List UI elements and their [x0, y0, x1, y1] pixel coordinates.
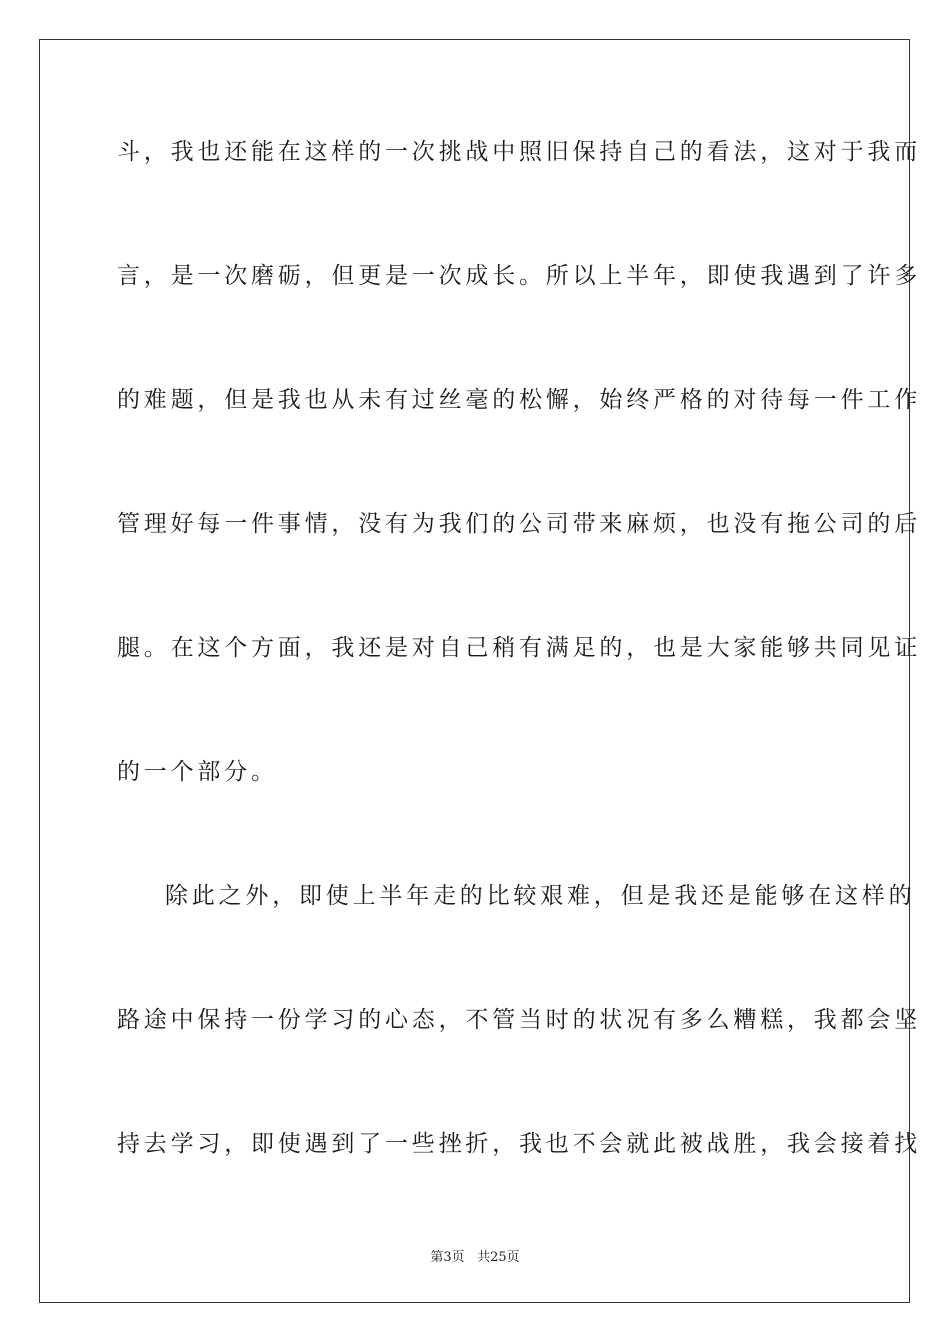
- body-line-2: 言，是一次磨砺，但更是一次成长。所以上半年，即使我遇到了许多: [117, 263, 921, 289]
- body-line-8: 路途中保持一份学习的心态，不管当时的状况有多么糟糕，我都会坚: [117, 1007, 921, 1033]
- body-line-7: 除此之外，即使上半年走的比较艰难，但是我还是能够在这样的: [165, 883, 916, 909]
- body-line-4: 管理好每一件事情，没有为我们的公司带来麻烦，也没有拖公司的后: [117, 511, 921, 537]
- page-total: 共25页: [477, 1250, 520, 1265]
- body-line-1: 斗，我也还能在这样的一次挑战中照旧保持自己的看法，这对于我而: [117, 139, 921, 165]
- body-line-5: 腿。在这个方面，我还是对自己稍有满足的，也是大家能够共同见证: [117, 635, 921, 661]
- page-border: [39, 39, 921, 1303]
- body-line-9: 持去学习，即使遇到了一些挫折，我也不会就此被战胜，我会接着找: [117, 1131, 921, 1157]
- body-line-3: 的难题，但是我也从未有过丝毫的松懈，始终严格的对待每一件工作: [117, 387, 921, 413]
- page-number: 第3页: [430, 1250, 465, 1265]
- body-line-6: 的一个部分。: [117, 759, 278, 785]
- page-footer: [0, 1246, 950, 1265]
